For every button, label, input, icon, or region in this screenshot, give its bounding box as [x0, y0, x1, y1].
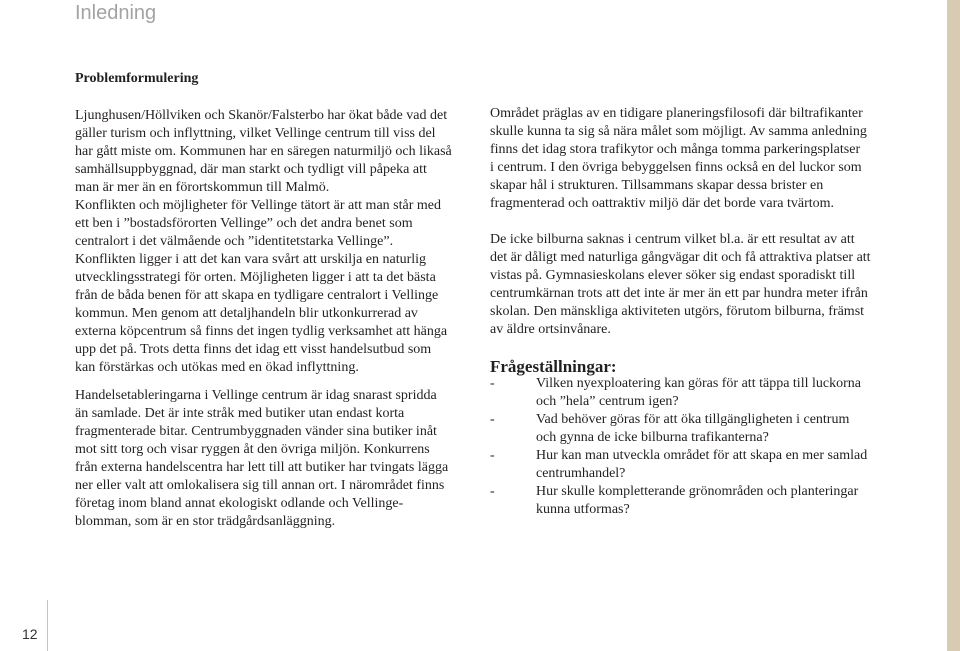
question-text: Hur kan man utveckla området för att skapa en mer samlad centrumhandel?: [536, 448, 868, 481]
edge-color-strip: [947, 0, 960, 651]
list-item: [490, 411, 920, 447]
questions-heading: Frågeställningar:: [490, 357, 617, 376]
questions-list: [490, 375, 920, 519]
list-item: [490, 375, 920, 411]
bullet-dash: -: [490, 484, 495, 499]
section-title: Inledning: [75, 2, 157, 24]
list-item: [490, 447, 920, 483]
question-text: Hur skulle kompletterande grönområden och planteringar kunna utformas?: [536, 484, 859, 517]
bullet-dash: -: [490, 376, 495, 391]
question-text: Vad behöver göras för att öka tillgängligheten i centrum och gynna de icke bilburna trafikanterna?: [536, 412, 850, 445]
problem-heading: Problemformulering: [75, 71, 199, 86]
page-number-divider: [47, 600, 48, 651]
list-item: [490, 483, 920, 519]
page-number: 12: [22, 626, 38, 642]
question-text: Vilken nyexploatering kan göras för att täppa till luckorna och ”hela” centrum igen?: [536, 376, 861, 409]
right-paragraph-planning: Området präglas av en tidigare planeringsfilosofi där biltrafikanter skulle kunna ta sig så nära målet som möjligt. Av samma anledning finns det idag stora trafikytor och många tomma parkeringsplatser i centrum. I den övriga bebyggelsen finns också en del luckor som skapar hål i strukturen. Tillsammans skapar dessa brister en fragmenterad och oattraktiv miljö där det borde vara tvärtom.: [490, 106, 867, 211]
left-paragraph-retail: Handelsetableringarna i Vellinge centrum är idag snarast spridda än samlade. Det är inte stråk med butiker utan endast korta fragmenterade bitar. Centrumbyggnaden vänder sina butiker inåt mot sitt torg och visar ryggen åt den övriga miljön. Konkurrens från externa handelscentra har lett till att butiker har tvingats lägga ner eller valt att omlokalisera sig till annan ort. I närområdet finns företag inom bland annat ekologiskt odlande och Vellinge- blomman, som är en stor trädgårdsanläggning.: [75, 388, 449, 529]
bullet-dash: -: [490, 448, 495, 463]
left-paragraph-intro: Ljunghusen/Höllviken och Skanör/Falsterbo har ökat både vad det gäller turism och inflyttning, vilket Vellinge centrum till viss del har gått miste om. Kommunen har en säregen naturmiljö och likaså samhällsuppbyggnad, där man starkt och tydligt vill påpeka att man är mer än en förortskommun till Malmö.: [75, 108, 452, 195]
left-paragraph-conflict: Konflikten och möjligheter för Vellinge tätort är att man står med ett ben i ”bostadsförorten Vellinge” och det andra benet som centralort i det välmående och ”identitetstarka Vellinge”. Konflikten ligger i att det kan vara svårt att urskilja en naturlig utvecklingsstrategi för orten. Möjligheten ligger i att ta det bästa från de båda benen för att skapa en tydligare centralort i Vellinge kommun. Men genom att detaljhandeln blir utkonkurrerad av externa köpcentrum så finns det ingen tydlig verksamhet att hänga upp det på. Trots detta finns det idag ett visst handelsutbud som kan förstärkas och utökas med en ökad inflyttning.: [75, 198, 448, 375]
bullet-dash: -: [490, 412, 495, 427]
right-paragraph-pedestrians: De icke bilburna saknas i centrum vilket bl.a. är ett resultat av att det är dåligt med naturliga gångvägar dit och få attraktiva platser att vistas på. Gymnasieskolans elever söker sig endast sporadiskt till centrumkärnan trots att det inte är mer än ett par hundra meter ifrån skolan. Den mänskliga aktiviteten utgörs, förutom bilburna, främst av äldre ortsinvånare.: [490, 232, 871, 337]
